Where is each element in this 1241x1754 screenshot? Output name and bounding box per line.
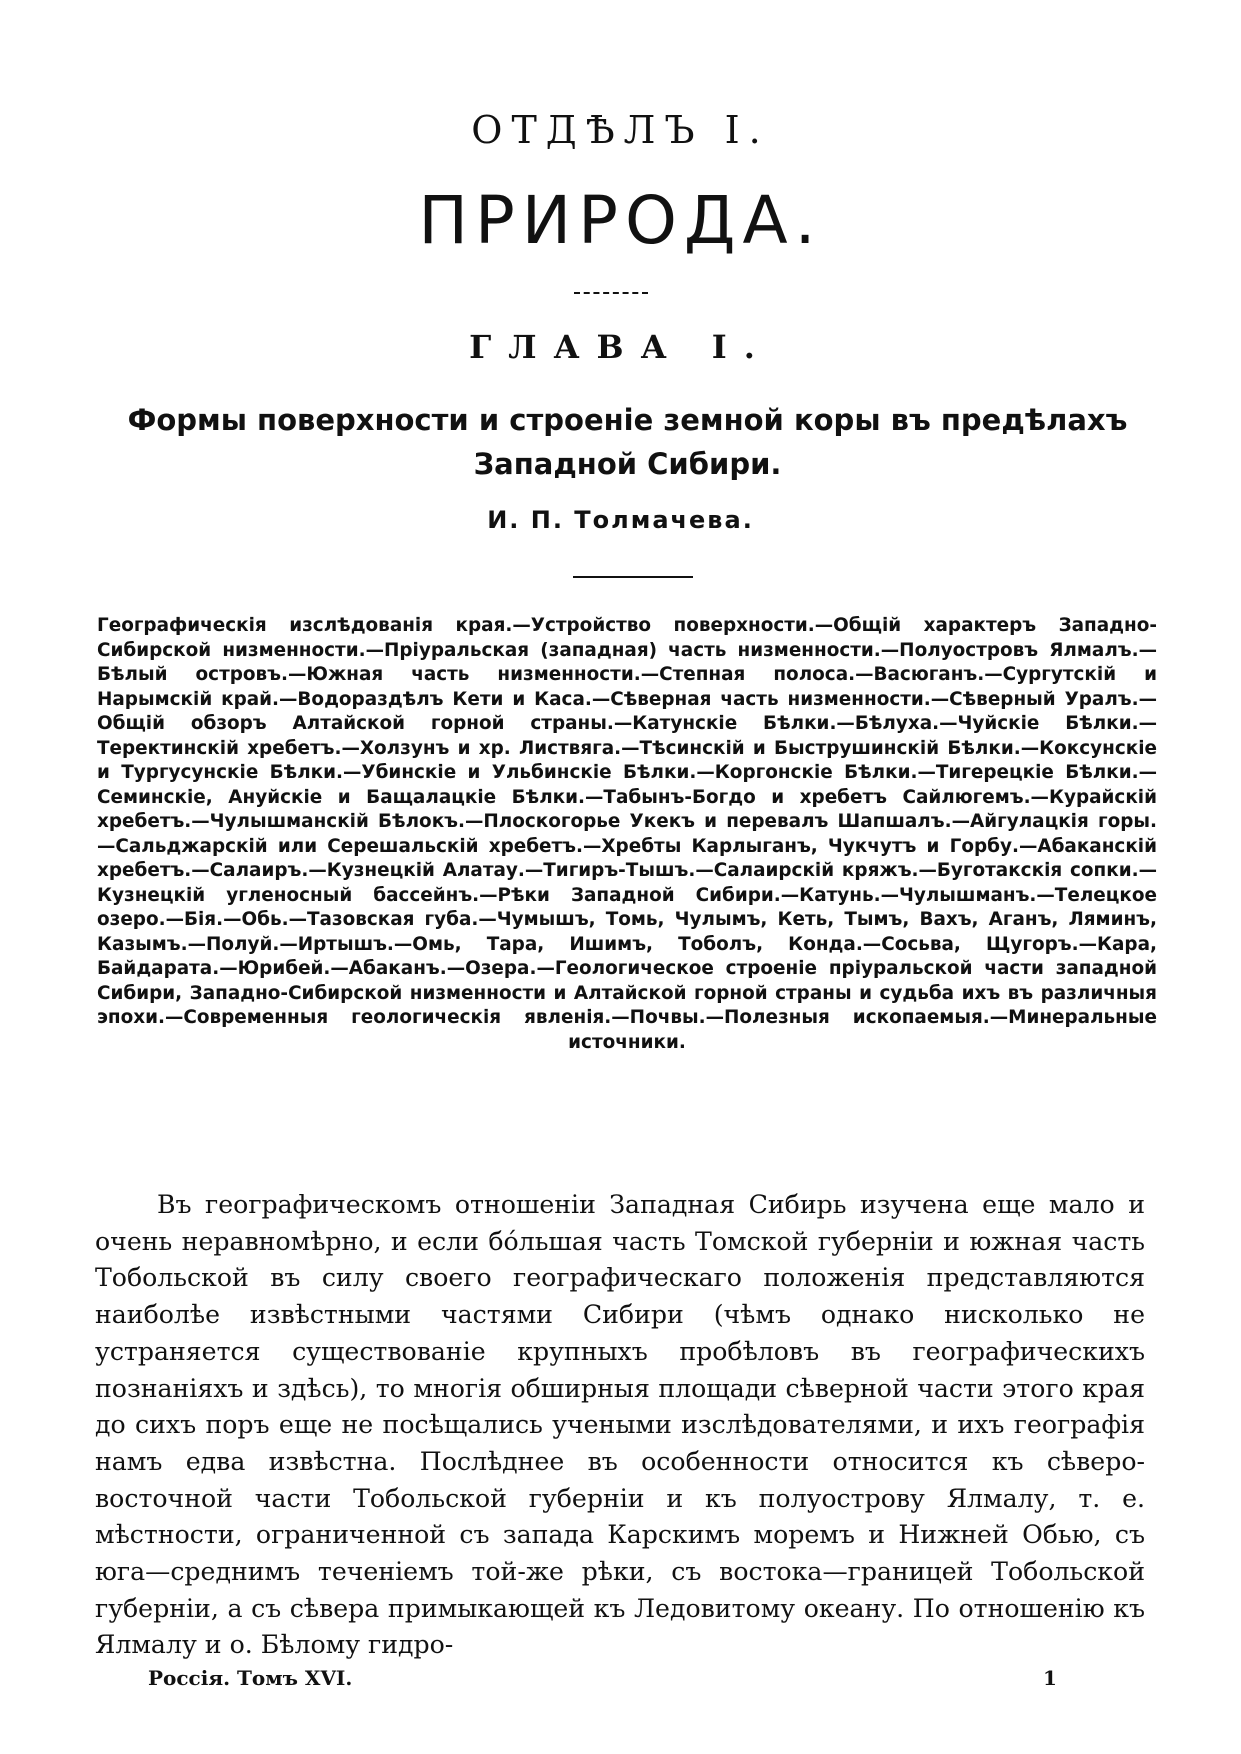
page-number: 1 [1043, 1666, 1057, 1690]
chapter-contents-summary: Географическія изслѣдованія края.—Устройство поверхности.—Общій характеръ Западно-Сибирской низменности.—Пріуральская (западная) часть низменности.—Полуостровъ Ялмалъ.—Бѣлый островъ.—Южная часть низменности.—Степная полоса.—Васюганъ.—Сургутскій и Нарымскій край.—Водораздѣлъ Кети и Каса.—Сѣверная часть низменности.—Сѣверный Уралъ.—Общій обзоръ Алтайской горной страны.—Катунскіе Бѣлки.—Бѣлуха.—Чуйскіе Бѣлки.—Теректинскій хребетъ.—Холзунъ и хр. Листвяга.—Тѣсинскій и Быструшинскій Бѣлки.—Коксунскіе и Тургусунскіе Бѣлки.—Убинскіе и Ульбинскіе Бѣлки.—Коргонскіе Бѣлки.—Тигерецкіе Бѣлки.—Семинскіе, Ануйскіе и Бащалацкіе Бѣлки.—Табынъ-Богдо и хребетъ Сайлюгемъ.—Курайскій хребетъ.—Чулышманскій Бѣлокъ.—Плоскогорье Укекъ и перевалъ Шапшалъ.—Айгулацкія горы.—Сальджарскій или Серешальскій хребетъ.—Хребты Карлыганъ, Чукчутъ и Горбу.—Абаканскій хребетъ.—Салаиръ.—Кузнецкій Алатау.—Тигиръ-Тышъ.—Салаирскій кряжъ.—Буготакскія сопки.—Кузнецкій угленосный бассейнъ.—Рѣки Западной Сибири.—Катунь.—Чулышманъ.—Телецкое озеро.—Бія.—Обь.—Тазовская губа.—Чумышъ, Томь, Чулымъ, Кеть, Тымъ, Вахъ, Аганъ, Ляминъ, Казымъ.—Полуй.—Иртышъ.—Омь, Тара, Ишимъ, Тоболъ, Конда.—Сосьва, Щугоръ.—Кара, Байдарата.—Юрибей.—Абаканъ.—Озера.—Геологическое строеніе пріуральской части западной Сибири, Западно-Сибирской низменности и Алтайской горной страны и судьба ихъ въ различныя эпохи.—Современныя геологическія явленія.—Почвы.—Полезныя ископаемыя.—Минеральные источники. [97, 615, 1157, 1053]
footer-signature: Россія. Томъ XVI. [148, 1666, 353, 1690]
author-name: И. П. Толмачева. [487, 506, 754, 534]
body-paragraph: Въ географическомъ отношеніи Западная Сибирь изучена еще мало и очень неравномѣрно, и если бóльшая часть Томской губерніи и южная часть Тобольской въ силу своего географическаго положенія представляются наиболѣе извѣстными частями Сибири (чѣмъ однако нисколько не устраняется существованіе крупныхъ пробѣловъ въ географическихъ познаніяхъ и здѣсь), то многія обширныя площади сѣверной части этого края до сихъ поръ еще не посѣщались учеными изслѣдователями, и ихъ географія намъ едва извѣстна. Послѣднее въ особенности относится къ сѣверо-восточной части Тобольской губерніи и къ полуострову Ялмалу, т. е. мѣстности, ограниченной съ запада Карскимъ моремъ и Нижней Обью, съ юга—среднимъ теченіемъ той-же рѣки, съ востока—границей Тобольской губерніи, а съ сѣвера примыкающей къ Ледовитому океану. По отношенію къ Ялмалу и о. Бѣлому гидро- [95, 1190, 1145, 1660]
chapter-title: Формы поверхности и строеніе земной коры въ предѣлахъ Западной Сибири. [127, 403, 1128, 481]
section-title: ПРИРОДА. [418, 182, 823, 259]
section-label: ОТДѢЛЪ I. [471, 108, 770, 152]
chapter-label: ГЛАВА I. [469, 328, 772, 366]
title-divider [574, 292, 648, 294]
author-divider [573, 576, 693, 578]
